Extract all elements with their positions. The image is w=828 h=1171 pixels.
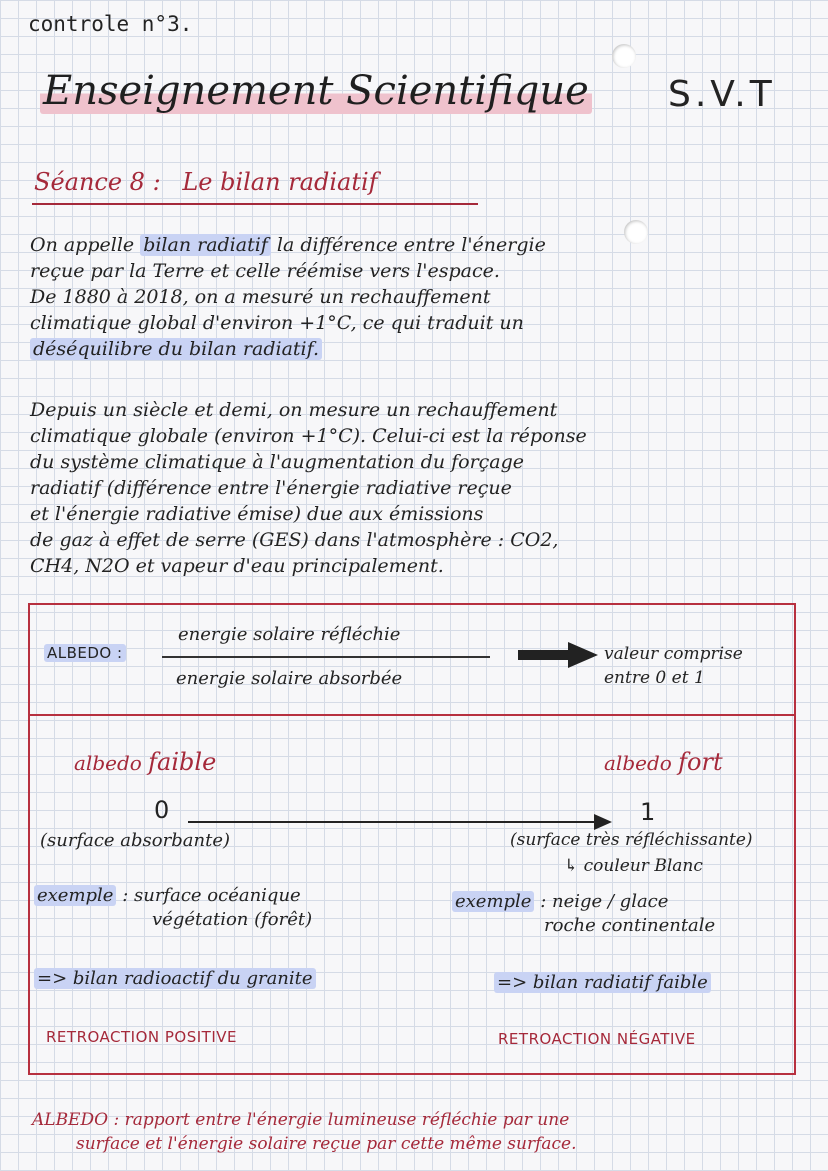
p2-line-5: et l'énergie radiative émise) due aux émissions [30, 503, 484, 525]
low-result-text: => bilan radioactif du granite [34, 968, 316, 989]
low-example-line-2: végétation (forêt) [152, 909, 313, 930]
p1-line-4: climatique global d'environ +1°C, ce qui traduit un [30, 312, 524, 334]
high-albedo-title: albedo fort [604, 748, 723, 776]
p1-line-1: On appelle bilan radiatif la différence entre l'énergie [30, 234, 546, 256]
box-right-border [794, 603, 796, 1075]
box-divider [28, 714, 796, 716]
scale-min-label: 0 [154, 796, 170, 824]
high-example-label: exemple [452, 891, 534, 912]
formula-denominator: energie solaire absorbée [176, 668, 403, 689]
p2-line-3: du système climatique à l'augmentation du forçage [30, 451, 525, 473]
low-example [34, 884, 312, 932]
paragraph-2 [30, 397, 587, 579]
session-heading [34, 168, 378, 196]
subject-label: S.V.T [668, 74, 776, 115]
session-underline [32, 203, 478, 205]
high-example-line-2: roche continentale [544, 915, 716, 936]
range-line-2: entre 0 et 1 [604, 668, 705, 688]
punch-hole-bottom [624, 220, 648, 244]
p1-line-2: reçue par la Terre et celle réémise vers l'espace. [30, 260, 500, 282]
term-bilan-radiatif: bilan radiatif [140, 234, 271, 256]
formula-fraction-bar [162, 656, 490, 658]
page-title [40, 68, 592, 114]
low-albedo-title: albedo faible [74, 748, 217, 776]
box-left-border [28, 603, 30, 1075]
high-result-text: => bilan radiatif faible [494, 972, 711, 993]
control-label: controle n°3. [28, 12, 193, 36]
high-result [494, 972, 711, 993]
footer-definition [32, 1108, 577, 1156]
low-feedback: RETROACTION POSITIVE [46, 1028, 238, 1046]
range-line-1: valeur comprise [604, 644, 743, 664]
p2-line-2: climatique globale (environ +1°C). Celui-ci est la réponse [30, 425, 587, 447]
low-example-label: exemple [34, 885, 116, 906]
p2-line-7: CH4, N2O et vapeur d'eau principalement. [30, 555, 444, 577]
low-example-line-1: exemple : surface océanique [34, 884, 312, 908]
box-top-border [28, 603, 796, 605]
formula-numerator: energie solaire réfléchie [178, 624, 401, 645]
high-example [452, 890, 715, 938]
low-surface-desc: (surface absorbante) [40, 830, 230, 851]
high-example-line-1: exemple : neige / glace [452, 890, 715, 914]
albedo-label [44, 644, 126, 662]
footer-line-2: surface et l'énergie solaire reçue par cette même surface. [76, 1134, 577, 1154]
footer-line-1: ALBEDO : rapport entre l'énergie lumineuse réfléchie par une [32, 1110, 570, 1130]
albedo-label-text: ALBEDO : [44, 644, 126, 662]
punch-hole-top [612, 44, 636, 68]
p1-line-5 [30, 336, 546, 362]
p1-line-3: De 1880 à 2018, on a mesuré un rechauffement [30, 286, 491, 308]
p2-line-4: radiatif (différence entre l'énergie radiative reçue [30, 477, 512, 499]
scale-max-label: 1 [640, 798, 656, 826]
page-title-text: Enseignement Scientifique [40, 68, 592, 114]
low-result [34, 968, 316, 989]
session-topic: Le bilan radiatif [182, 168, 378, 196]
p2-line-6: de gaz à effet de serre (GES) dans l'atmosphère : CO2, [30, 529, 559, 551]
paragraph-1 [30, 232, 546, 362]
p2-line-1: Depuis un siècle et demi, on mesure un rechauffement [30, 399, 558, 421]
term-desequilibre: déséquilibre du bilan radiatif. [30, 338, 322, 360]
session-label: Séance 8 : [34, 168, 161, 196]
high-surface-desc: (surface très réfléchissante) [510, 830, 753, 850]
range-text [604, 642, 743, 690]
arrow-right-icon [518, 642, 598, 672]
high-surface-color: ↳ couleur Blanc [564, 856, 703, 876]
box-bottom-border [28, 1073, 796, 1075]
high-feedback: RETROACTION NÉGATIVE [498, 1030, 696, 1048]
